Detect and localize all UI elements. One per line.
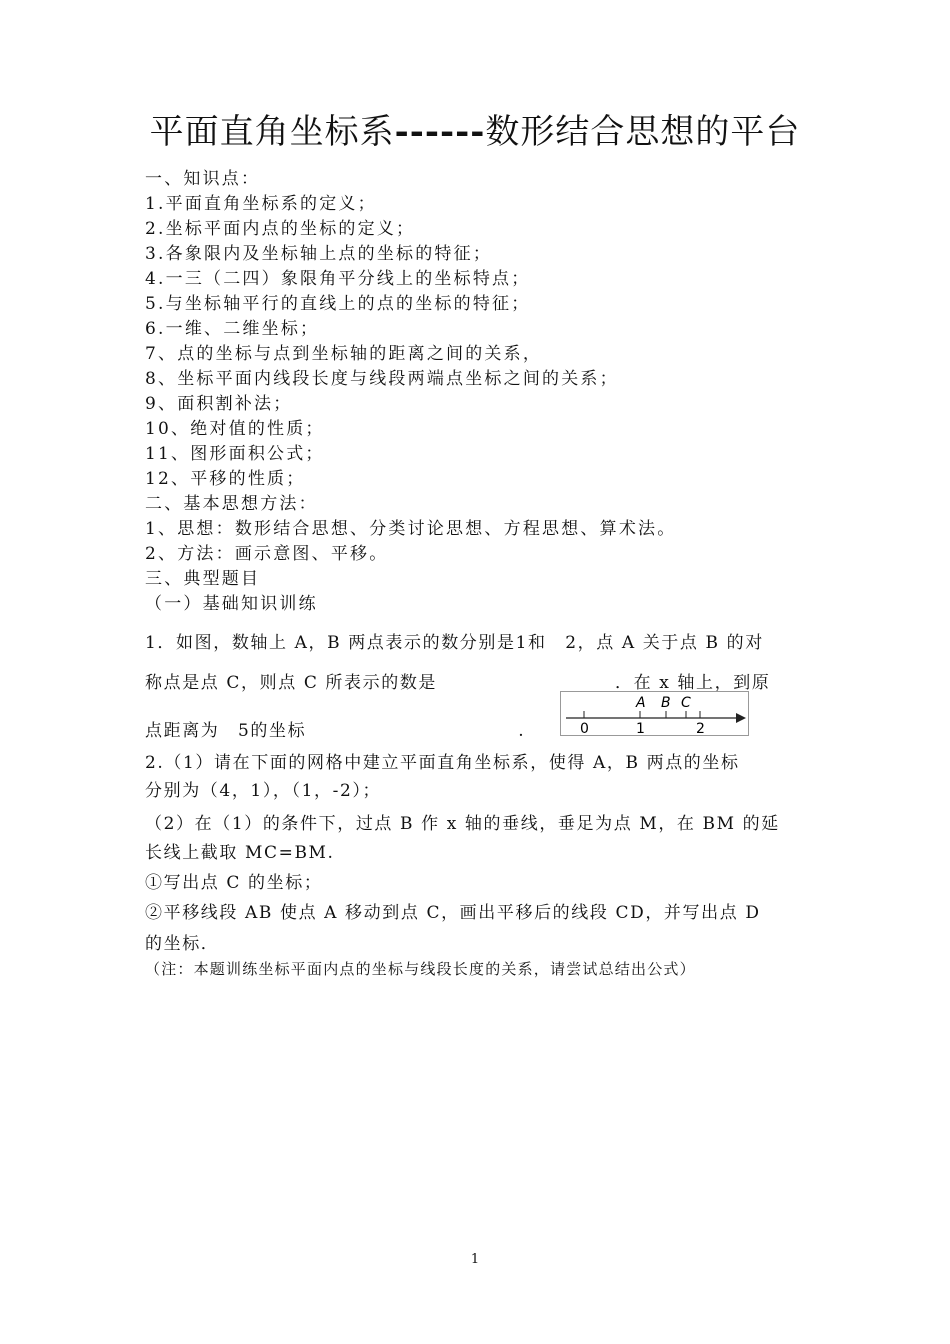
question-1-line-1: 1．如图，数轴上 A，B 两点表示的数分别是1和 2，点 A 关于点 B 的对 — [145, 633, 764, 653]
question-1-line-2 — [145, 668, 805, 693]
list-item: 7、点的坐标与点到坐标轴的距离之间的关系， — [145, 344, 543, 364]
list-item: 9、面积割补法； — [145, 394, 293, 414]
list-item: 6.一维、二维坐标； — [145, 319, 320, 339]
question-1-text: 点距离为 5的坐标 — [145, 721, 307, 741]
question-1-text: 称点是点 C，则点 C 所表示的数是 — [145, 673, 438, 693]
list-item: 5.与坐标轴平行的直线上的点的坐标的特征； — [145, 294, 531, 314]
question-2-line: 长线上截取 MC=BM. — [145, 843, 335, 863]
question-2-line: 2.（1）请在下面的网格中建立平面直角坐标系，使得 A，B 两点的坐标 — [145, 753, 740, 773]
section-heading-problems: 三、典型题目 — [145, 569, 261, 589]
section-heading-knowledge: 一、知识点： — [145, 169, 261, 189]
question-1-text: . — [518, 721, 526, 741]
list-item: 2.坐标平面内点的坐标的定义； — [145, 219, 416, 239]
tick-label: 1 — [636, 721, 645, 737]
list-item: 11、图形面积公式； — [145, 444, 325, 464]
page-title — [0, 104, 950, 153]
question-2-line: ①写出点 C 的坐标； — [145, 873, 323, 893]
title-main: 平面直角坐标系 — [149, 112, 395, 152]
question-2-note: （注：本题训练坐标平面内点的坐标与线段长度的关系，请尝试总结出公式） — [145, 960, 696, 978]
list-item: 4.一三（二四）象限角平分线上的坐标特点； — [145, 269, 531, 289]
tick-label: 2 — [696, 721, 705, 737]
question-2-line: 的坐标． — [145, 934, 220, 954]
title-rest: 数形结合思想的平台 — [485, 112, 801, 152]
list-item: 1.平面直角坐标系的定义； — [145, 194, 377, 214]
list-item: 1、思想：数形结合思想、分类讨论思想、方程思想、算术法。 — [145, 519, 677, 539]
subsection-heading: （一）基础知识训练 — [145, 594, 318, 614]
list-item: 8、坐标平面内线段长度与线段两端点坐标之间的关系； — [145, 369, 619, 389]
question-2-line: 分别为（4，1），（1，-2）； — [145, 781, 382, 801]
list-item: 3.各象限内及坐标轴上点的坐标的特征； — [145, 244, 493, 264]
tick-label: 0 — [580, 721, 589, 737]
point-label-b: B — [661, 695, 671, 711]
point-label-c: C — [681, 695, 691, 711]
question-1-text: ．在 x 轴上，到原 — [615, 673, 771, 693]
title-dashes: ------ — [394, 112, 486, 152]
arrow-right-icon — [736, 713, 746, 723]
question-2-line: ②平移线段 AB 使点 A 移动到点 C，画出平移后的线段 CD，并写出点 D — [145, 903, 761, 923]
question-2-line: （2）在（1）的条件下，过点 B 作 x 轴的垂线，垂足为点 M，在 BM 的延 — [145, 814, 780, 834]
page-number: 1 — [470, 1252, 480, 1267]
point-label-a: A — [636, 695, 646, 711]
list-item: 2、方法：画示意图、平移。 — [145, 544, 389, 564]
section-heading-methods: 二、基本思想方法： — [145, 494, 318, 514]
list-item: 12、平移的性质； — [145, 469, 306, 489]
list-item: 10、绝对值的性质； — [145, 419, 325, 439]
number-line-figure — [560, 691, 750, 737]
